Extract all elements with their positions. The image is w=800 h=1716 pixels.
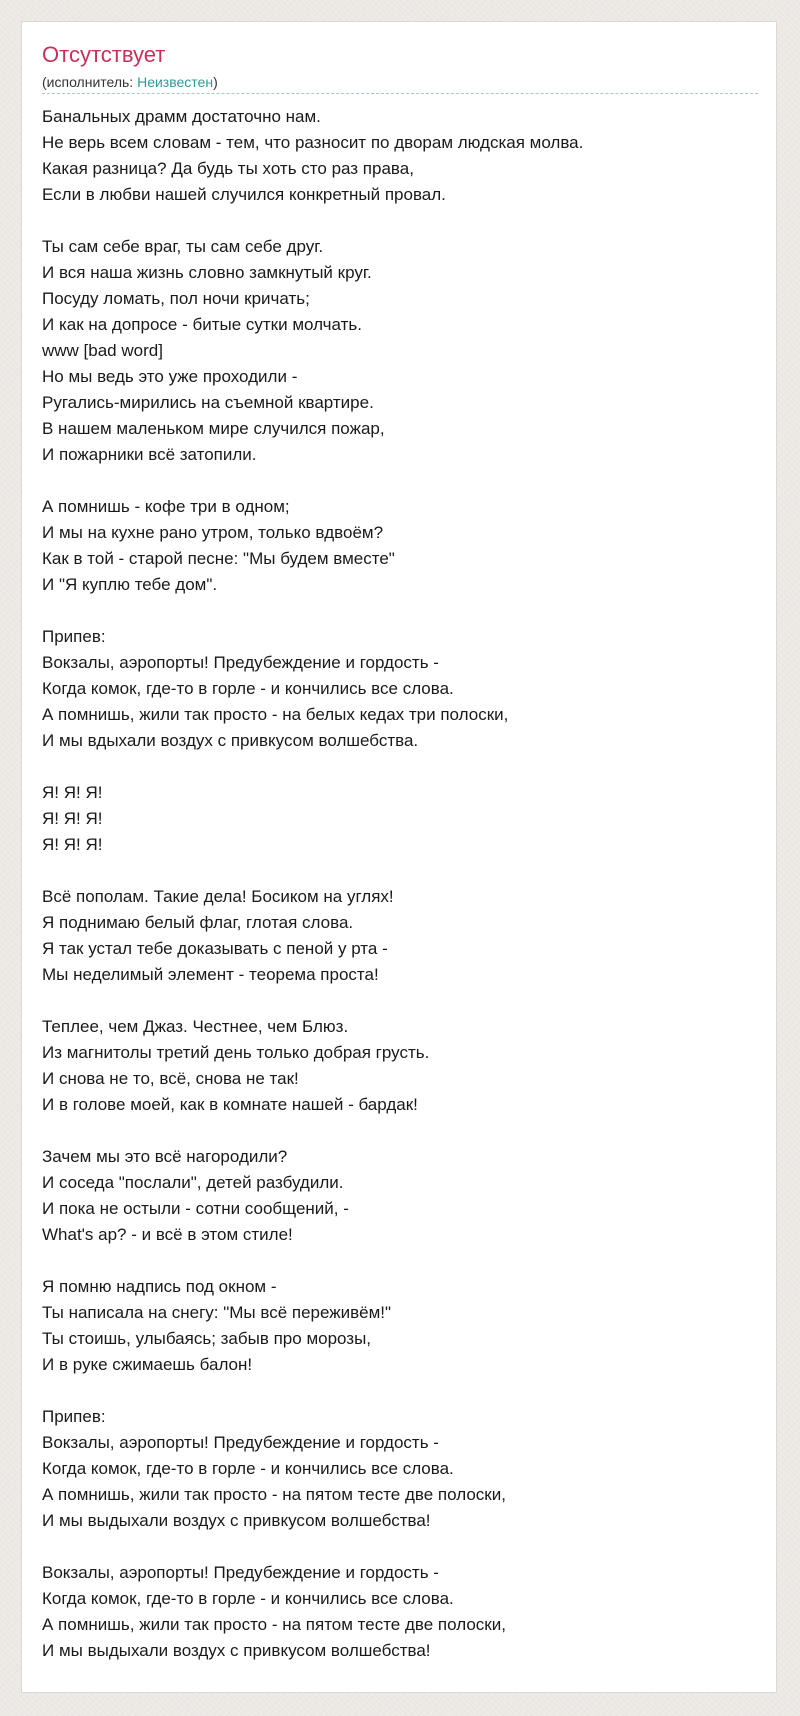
lyric-line: Посуду ломать, пол ночи кричать; [42, 289, 310, 308]
lyric-line: Но мы ведь это уже проходили - [42, 367, 298, 386]
lyric-line: Теплее, чем Джаз. Честнее, чем Блюз. [42, 1017, 349, 1036]
lyric-line: Вокзалы, аэропорты! Предубеждение и гордость - [42, 1563, 439, 1582]
lyric-line: Я помню надпись под окном - [42, 1277, 277, 1296]
lyric-line: Из магнитолы третий день только добрая грусть. [42, 1043, 430, 1062]
lyric-line: Ты написала на снегу: "Мы всё переживём!" [42, 1303, 392, 1322]
lyric-line: Какая разница? Да будь ты хоть сто раз права, [42, 159, 414, 178]
lyric-blank-line [42, 208, 758, 234]
lyric-line: Припев: [42, 1407, 106, 1426]
lyric-line: И вся наша жизнь словно замкнутый круг. [42, 263, 372, 282]
lyric-blank-line [42, 858, 758, 884]
lyric-line: И пожарники всё затопили. [42, 445, 257, 464]
lyric-line: Мы неделимый элемент - теорема проста! [42, 965, 379, 984]
lyric-line: Зачем мы это всё нагородили? [42, 1147, 288, 1166]
lyric-line: И снова не то, всё, снова не так! [42, 1069, 299, 1088]
lyric-line: Когда комок, где-то в горле - и кончились все слова. [42, 679, 454, 698]
lyric-line: Банальных драмм достаточно нам. [42, 107, 321, 126]
artist-line [42, 73, 218, 91]
lyric-blank-line [42, 1118, 758, 1144]
lyric-line: Как в той - старой песне: "Мы будем вместе" [42, 549, 395, 568]
lyric-line: И мы выдыхали воздух с привкусом волшебства! [42, 1511, 431, 1530]
lyric-line: Всё пополам. Такие дела! Босиком на углях! [42, 887, 394, 906]
lyric-line: И "Я куплю тебе дом". [42, 575, 218, 594]
lyric-line: А помнишь, жили так просто - на пятом тесте две полоски, [42, 1615, 506, 1634]
lyric-line: А помнишь, жили так просто - на белых кедах три полоски, [42, 705, 509, 724]
lyric-line: В нашем маленьком мире случился пожар, [42, 419, 385, 438]
lyric-blank-line [42, 598, 758, 624]
lyrics-body [42, 104, 758, 1664]
lyric-line: А помнишь - кофе три в одном; [42, 497, 290, 516]
lyric-blank-line [42, 754, 758, 780]
lyric-blank-line [42, 1534, 758, 1560]
lyric-line: А помнишь, жили так просто - на пятом тесте две полоски, [42, 1485, 506, 1504]
lyric-line: Ругались-мирились на съемной квартире. [42, 393, 374, 412]
lyric-line: Когда комок, где-то в горле - и кончились все слова. [42, 1459, 454, 1478]
lyric-line: Когда комок, где-то в горле - и кончились все слова. [42, 1589, 454, 1608]
lyric-line: Я! Я! Я! [42, 783, 103, 802]
lyric-line: Если в любви нашей случился конкретный провал. [42, 185, 446, 204]
lyric-line: Ты сам себе враг, ты сам себе друг. [42, 237, 324, 256]
lyric-blank-line [42, 468, 758, 494]
lyric-line: Вокзалы, аэропорты! Предубеждение и гордость - [42, 653, 439, 672]
lyric-line: И мы вдыхали воздух с привкусом волшебства. [42, 731, 419, 750]
lyric-line: И мы выдыхали воздух с привкусом волшебства! [42, 1641, 431, 1660]
lyric-blank-line [42, 1378, 758, 1404]
lyric-line: И как на допросе - битые сутки молчать. [42, 315, 362, 334]
lyrics-card [21, 21, 777, 1693]
lyric-blank-line [42, 988, 758, 1014]
lyric-line: И соседа "послали", детей разбудили. [42, 1173, 344, 1192]
lyric-line: Я! Я! Я! [42, 835, 103, 854]
lyric-line: И в руке сжимаешь балон! [42, 1355, 253, 1374]
lyric-line: Я поднимаю белый флаг, глотая слова. [42, 913, 354, 932]
lyric-line: www [bad word] [42, 341, 163, 360]
lyric-line: И пока не остыли - сотни сообщений, - [42, 1199, 349, 1218]
lyric-line: Я! Я! Я! [42, 809, 103, 828]
title-divider [42, 93, 758, 94]
artist-link[interactable]: Неизвестен [137, 74, 214, 90]
artist-suffix: ) [213, 74, 218, 90]
artist-prefix: (исполнитель: [42, 74, 138, 90]
lyric-blank-line [42, 1248, 758, 1274]
lyric-line: Ты стоишь, улыбаясь; забыв про морозы, [42, 1329, 372, 1348]
lyric-line: Припев: [42, 627, 106, 646]
lyric-line: Я так устал тебе доказывать с пеной у рта - [42, 939, 388, 958]
lyric-line: И в голове моей, как в комнате нашей - бардак! [42, 1095, 418, 1114]
lyric-line: Не верь всем словам - тем, что разносит по дворам людская молва. [42, 133, 584, 152]
lyric-line: What's ap? - и всё в этом стиле! [42, 1225, 293, 1244]
song-title: Отсутствует [42, 42, 166, 67]
lyric-line: Вокзалы, аэропорты! Предубеждение и гордость - [42, 1433, 439, 1452]
lyric-line: И мы на кухне рано утром, только вдвоём? [42, 523, 384, 542]
